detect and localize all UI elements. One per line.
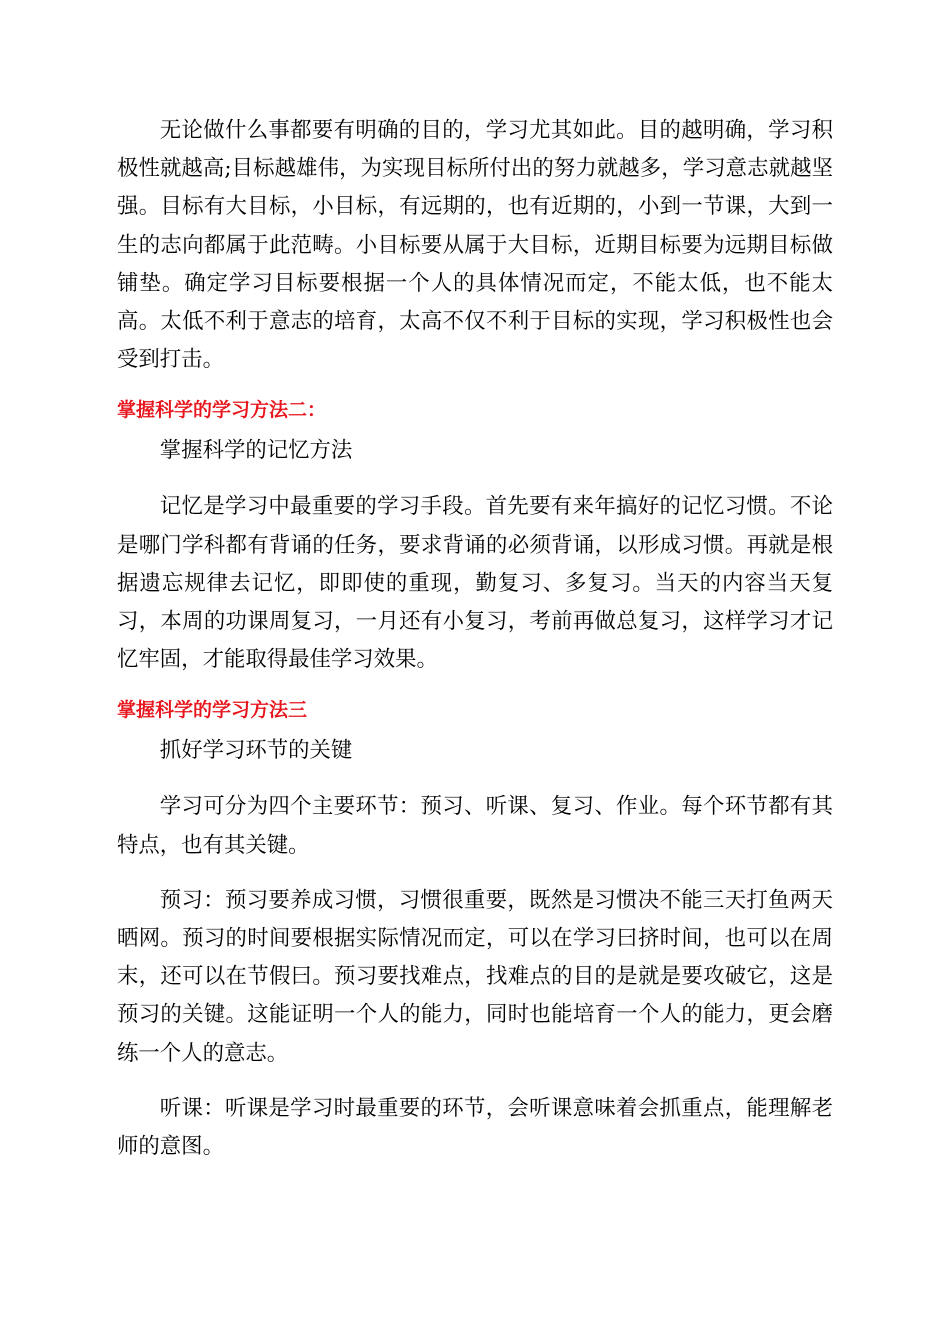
section-heading-method-three: 掌握科学的学习方法三 xyxy=(117,699,308,722)
section-subheading-key-links: 抓好学习环节的关键 xyxy=(159,738,353,764)
paragraph-four-links: 学习可分为四个主要环节：预习、听课、复习、作业。每个环节都有其特点，也有其关键。 xyxy=(117,794,833,858)
paragraph-learning-goals: 无论做什么事都要有明确的目的，学习尤其如此。目的越明确，学习积极性就越高;目标越雄伟，为实现目标所付出的努力就越多，学习意志就越坚强。目标有大目标，小目标，有远期的，也有近期的，小到一节课，大到一生的志向都属于此范畴。小目标要从属于大目标，近期目标要为远期目标做铺垫。确定学习目标要根据一个人的具体情况而定，不能太低，也不能太高。太低不利于意志的培育，太高不仅不利于目标的实现，学习积极性也会受到打击。 xyxy=(117,118,833,373)
document-body xyxy=(117,112,833,1183)
paragraph-memory: 记忆是学习中最重要的学习手段。首先要有来年搞好的记忆习惯。不论是哪门学科都有背诵的任务，要求背诵的必须背诵，以形成习惯。再就是根据遗忘规律去记忆，即即使的重现，勤复习、多复习。当天的内容当天复习，本周的功课周复习，一月还有小复习，考前再做总复习，这样学习才记忆牢固，才能取得最佳学习效果。 xyxy=(117,494,833,673)
section-heading-method-two: 掌握科学的学习方法二： xyxy=(117,399,327,422)
paragraph-lecture: 听课：听课是学习时最重要的环节，会听课意味着会抓重点，能理解老师的意图。 xyxy=(117,1095,833,1160)
paragraph-preview: 预习：预习要养成习惯，习惯很重要，既然是习惯决不能三天打鱼两天晒网。预习的时间要根据实际情况而定，可以在学习曰挤时间，也可以在周末，还可以在节假曰。预习要找难点，找难点的目的是就是要攻破它，这是预习的关键。这能证明一个人的能力，同时也能培育一个人的能力，更会磨练一个人的意志。 xyxy=(117,887,833,1066)
section-subheading-memory-method: 掌握科学的记忆方法 xyxy=(159,438,353,464)
